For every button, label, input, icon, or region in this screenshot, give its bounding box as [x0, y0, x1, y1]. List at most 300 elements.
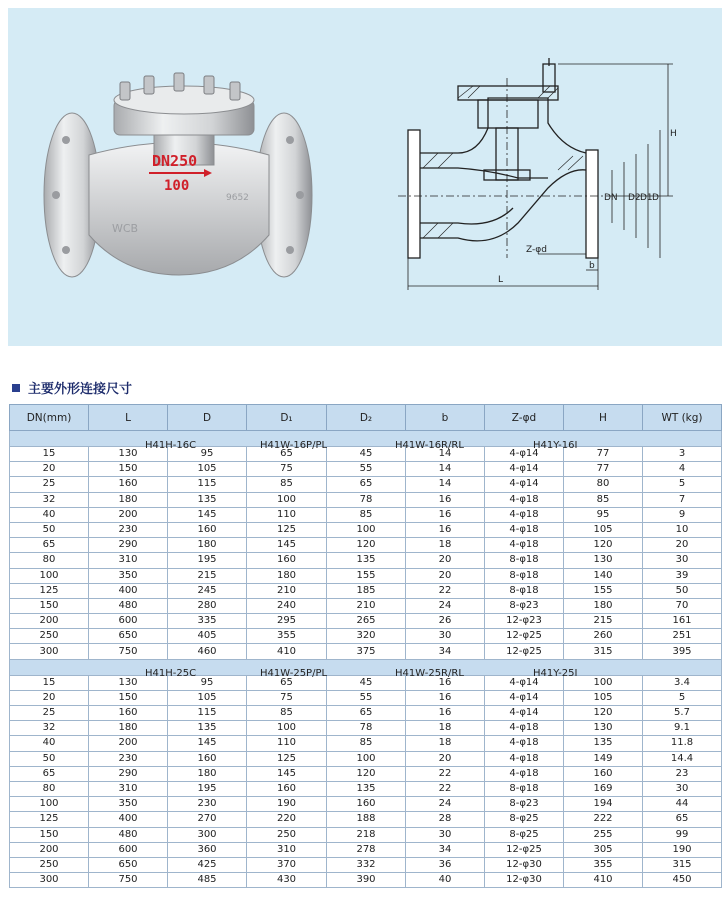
table-cell: 10: [643, 522, 722, 537]
label-holes: Z-φd: [526, 245, 547, 255]
table-cell: 100: [247, 721, 327, 736]
table-cell: 8-φ18: [485, 553, 564, 568]
table-cell: 95: [564, 507, 643, 522]
table-cell: 44: [643, 797, 722, 812]
table-cell: 160: [247, 553, 327, 568]
table-cell: 14: [406, 447, 485, 462]
table-cell: 120: [327, 538, 406, 553]
table-cell: 195: [168, 553, 247, 568]
table-cell: 135: [327, 553, 406, 568]
table-cell: 240: [247, 598, 327, 613]
table-cell: 410: [564, 873, 643, 888]
table-cell: 370: [247, 857, 327, 872]
label-H: H: [670, 129, 677, 139]
table-cell: 4-φ18: [485, 751, 564, 766]
table-cell: 250: [10, 857, 89, 872]
marking-pressure: 100: [164, 178, 190, 194]
table-cell: 30: [643, 553, 722, 568]
table-cell: 160: [168, 522, 247, 537]
table-cell: 50: [10, 522, 89, 537]
table-cell: 410: [247, 644, 327, 659]
table-cell: 16: [406, 706, 485, 721]
table-cell: 24: [406, 797, 485, 812]
table-cell: 300: [10, 873, 89, 888]
col-header: D₁: [247, 405, 327, 431]
table-cell: 65: [327, 477, 406, 492]
table-cell: 310: [89, 781, 168, 796]
table-cell: 30: [406, 827, 485, 842]
table-cell: 450: [643, 873, 722, 888]
table-cell: 100: [247, 492, 327, 507]
table-cell: 70: [643, 598, 722, 613]
valve-section-drawing: [398, 58, 698, 298]
model-group-row: [10, 659, 722, 675]
table-row: [10, 522, 722, 537]
table-cell: 9: [643, 507, 722, 522]
table-cell: 105: [564, 690, 643, 705]
table-cell: 405: [168, 629, 247, 644]
table-row: [10, 873, 722, 888]
table-cell: 160: [247, 781, 327, 796]
table-cell: 65: [327, 706, 406, 721]
table-cell: 150: [89, 462, 168, 477]
table-cell: 120: [564, 706, 643, 721]
table-cell: 3: [643, 447, 722, 462]
table-cell: 55: [327, 690, 406, 705]
table-cell: 75: [247, 462, 327, 477]
table-cell: 390: [327, 873, 406, 888]
table-cell: 115: [168, 477, 247, 492]
table-row: [10, 781, 722, 796]
table-cell: 750: [89, 873, 168, 888]
table-cell: 290: [89, 538, 168, 553]
table-cell: 40: [406, 873, 485, 888]
table-cell: 30: [643, 781, 722, 796]
table-cell: 4-φ18: [485, 721, 564, 736]
table-cell: 4: [643, 462, 722, 477]
table-row: [10, 477, 722, 492]
table-cell: 99: [643, 827, 722, 842]
table-cell: 55: [327, 462, 406, 477]
model-name: H41W-25P/PL: [260, 668, 328, 680]
table-cell: 14: [406, 477, 485, 492]
table-cell: 95: [168, 447, 247, 462]
col-header: D: [168, 405, 247, 431]
table-cell: 77: [564, 447, 643, 462]
table-cell: 150: [10, 827, 89, 842]
label-b: b: [589, 261, 595, 271]
table-cell: 600: [89, 614, 168, 629]
model-name: H41W-16P/PL: [260, 439, 328, 451]
table-cell: 270: [168, 812, 247, 827]
table-cell: 50: [10, 751, 89, 766]
table-cell: 4-φ18: [485, 522, 564, 537]
table-cell: 9.1: [643, 721, 722, 736]
table-cell: 210: [327, 598, 406, 613]
table-cell: 8-φ25: [485, 827, 564, 842]
table-cell: 200: [89, 507, 168, 522]
table-cell: 125: [247, 751, 327, 766]
table-cell: 36: [406, 857, 485, 872]
table-cell: 4-φ14: [485, 675, 564, 690]
table-cell: 215: [564, 614, 643, 629]
table-cell: 650: [89, 629, 168, 644]
model-group-row: [10, 431, 722, 447]
table-cell: 300: [10, 644, 89, 659]
table-cell: 130: [564, 721, 643, 736]
table-cell: 50: [643, 583, 722, 598]
table-cell: 105: [564, 522, 643, 537]
table-cell: 145: [247, 766, 327, 781]
table-cell: 15: [10, 447, 89, 462]
label-DN: DN: [604, 193, 618, 203]
table-cell: 25: [10, 706, 89, 721]
table-cell: 45: [327, 675, 406, 690]
table-cell: 160: [89, 706, 168, 721]
table-cell: 40: [10, 507, 89, 522]
section-title: [12, 378, 132, 397]
table-cell: 12-φ23: [485, 614, 564, 629]
table-cell: 4-φ18: [485, 766, 564, 781]
table-cell: 310: [89, 553, 168, 568]
model-group-cell: [10, 431, 722, 451]
table-row: [10, 675, 722, 690]
table-cell: 45: [327, 447, 406, 462]
table-cell: 400: [89, 812, 168, 827]
table-row: [10, 629, 722, 644]
table-cell: 8-φ18: [485, 583, 564, 598]
table-cell: 39: [643, 568, 722, 583]
table-cell: 16: [406, 492, 485, 507]
table-cell: 12-φ25: [485, 629, 564, 644]
model-name: H41W-25R/RL: [395, 668, 464, 680]
table-cell: 30: [406, 629, 485, 644]
table-cell: 16: [406, 507, 485, 522]
table-cell: 100: [564, 675, 643, 690]
table-cell: 8-φ18: [485, 781, 564, 796]
table-cell: 180: [168, 538, 247, 553]
table-cell: 375: [327, 644, 406, 659]
col-header: Z-φd: [485, 405, 564, 431]
table-cell: 18: [406, 721, 485, 736]
label-D1: D1: [640, 193, 653, 203]
table-cell: 161: [643, 614, 722, 629]
table-cell: 8-φ23: [485, 598, 564, 613]
table-cell: 34: [406, 644, 485, 659]
table-cell: 230: [168, 797, 247, 812]
table-cell: 5: [643, 477, 722, 492]
table-cell: 20: [406, 568, 485, 583]
table-row: [10, 797, 722, 812]
table-cell: 20: [10, 462, 89, 477]
table-cell: 350: [89, 568, 168, 583]
table-cell: 425: [168, 857, 247, 872]
table-cell: 65: [247, 675, 327, 690]
table-row: [10, 614, 722, 629]
table-cell: 150: [10, 598, 89, 613]
label-D2: D2: [628, 193, 641, 203]
table-cell: 260: [564, 629, 643, 644]
table-cell: 28: [406, 812, 485, 827]
table-cell: 200: [10, 842, 89, 857]
table-cell: 34: [406, 842, 485, 857]
table-row: [10, 583, 722, 598]
table-cell: 360: [168, 842, 247, 857]
table-cell: 65: [643, 812, 722, 827]
table-cell: 280: [168, 598, 247, 613]
table-cell: 78: [327, 492, 406, 507]
table-cell: 12-φ30: [485, 857, 564, 872]
table-cell: 310: [247, 842, 327, 857]
label-L: L: [498, 275, 504, 285]
table-cell: 395: [643, 644, 722, 659]
table-cell: 4-φ14: [485, 706, 564, 721]
table-cell: 125: [10, 583, 89, 598]
table-cell: 80: [10, 553, 89, 568]
col-header: b: [406, 405, 485, 431]
table-cell: 22: [406, 781, 485, 796]
table-cell: 4-φ18: [485, 492, 564, 507]
table-cell: 85: [564, 492, 643, 507]
table-cell: 32: [10, 492, 89, 507]
table-cell: 11.8: [643, 736, 722, 751]
table-cell: 95: [168, 675, 247, 690]
table-cell: 335: [168, 614, 247, 629]
table-cell: 85: [247, 706, 327, 721]
table-cell: 135: [168, 492, 247, 507]
table-cell: 24: [406, 598, 485, 613]
table-cell: 120: [327, 766, 406, 781]
table-cell: 105: [168, 690, 247, 705]
table-cell: 4-φ14: [485, 690, 564, 705]
table-cell: 485: [168, 873, 247, 888]
table-cell: 145: [247, 538, 327, 553]
table-row: [10, 598, 722, 613]
table-cell: 265: [327, 614, 406, 629]
table-cell: 14.4: [643, 751, 722, 766]
table-cell: 600: [89, 842, 168, 857]
col-header: DN(mm): [10, 405, 89, 431]
table-cell: 5: [643, 690, 722, 705]
table-cell: 80: [10, 781, 89, 796]
table-cell: 160: [168, 751, 247, 766]
table-cell: 160: [89, 477, 168, 492]
table-cell: 135: [564, 736, 643, 751]
table-cell: 8-φ23: [485, 797, 564, 812]
table-cell: 320: [327, 629, 406, 644]
table-cell: 20: [10, 690, 89, 705]
section-title-text: 主要外形连接尺寸: [28, 382, 133, 397]
table-cell: 180: [89, 492, 168, 507]
table-cell: 750: [89, 644, 168, 659]
table-cell: 160: [327, 797, 406, 812]
table-cell: 200: [10, 614, 89, 629]
table-cell: 8-φ18: [485, 568, 564, 583]
table-row: [10, 553, 722, 568]
table-cell: 300: [168, 827, 247, 842]
model-name: H41W-16R/RL: [395, 439, 464, 451]
table-row: [10, 462, 722, 477]
table-cell: 4-φ18: [485, 538, 564, 553]
table-row: [10, 736, 722, 751]
table-cell: 22: [406, 766, 485, 781]
table-cell: 180: [168, 766, 247, 781]
table-cell: 315: [643, 857, 722, 872]
table-cell: 22: [406, 583, 485, 598]
table-cell: 85: [327, 507, 406, 522]
table-cell: 115: [168, 706, 247, 721]
model-name: H41Y-25I: [533, 668, 578, 680]
table-cell: 14: [406, 462, 485, 477]
table-cell: 80: [564, 477, 643, 492]
table-cell: 20: [406, 553, 485, 568]
table-row: [10, 492, 722, 507]
table-cell: 100: [10, 797, 89, 812]
model-name: H41H-16C: [145, 439, 197, 451]
table-row: [10, 706, 722, 721]
marking-size: DN250: [152, 152, 198, 170]
table-cell: 105: [168, 462, 247, 477]
table-cell: 130: [89, 675, 168, 690]
table-cell: 430: [247, 873, 327, 888]
table-row: [10, 538, 722, 553]
table-cell: 5.7: [643, 706, 722, 721]
table-cell: 4-φ14: [485, 447, 564, 462]
table-cell: 110: [247, 736, 327, 751]
table-cell: 480: [89, 598, 168, 613]
table-cell: 4-φ18: [485, 507, 564, 522]
marking-material: WCB: [112, 222, 139, 235]
col-header: L: [89, 405, 168, 431]
table-cell: 12-φ30: [485, 873, 564, 888]
table-cell: 77: [564, 462, 643, 477]
table-cell: 85: [247, 477, 327, 492]
table-cell: 180: [247, 568, 327, 583]
table-cell: 190: [247, 797, 327, 812]
table-cell: 130: [564, 553, 643, 568]
table-row: [10, 644, 722, 659]
table-cell: 185: [327, 583, 406, 598]
table-cell: 230: [89, 522, 168, 537]
table-cell: 350: [89, 797, 168, 812]
table-cell: 78: [327, 721, 406, 736]
table-cell: 145: [168, 736, 247, 751]
table-row: [10, 690, 722, 705]
table-cell: 20: [406, 751, 485, 766]
table-cell: 150: [89, 690, 168, 705]
table-row: [10, 568, 722, 583]
table-cell: 210: [247, 583, 327, 598]
table-cell: 120: [564, 538, 643, 553]
table-cell: 220: [247, 812, 327, 827]
table-cell: 460: [168, 644, 247, 659]
table-cell: 169: [564, 781, 643, 796]
table-cell: 16: [406, 675, 485, 690]
table-cell: 100: [327, 522, 406, 537]
table-cell: 12-φ25: [485, 842, 564, 857]
table-cell: 155: [564, 583, 643, 598]
table-cell: 26: [406, 614, 485, 629]
table-cell: 222: [564, 812, 643, 827]
table-cell: 160: [564, 766, 643, 781]
table-cell: 180: [89, 721, 168, 736]
dimensions-table: [9, 404, 722, 888]
model-name: H41H-25C: [145, 668, 197, 680]
table-cell: 200: [89, 736, 168, 751]
table-row: [10, 751, 722, 766]
table-cell: 110: [247, 507, 327, 522]
model-group-cell: [10, 659, 722, 680]
bullet-square-icon: [12, 384, 20, 392]
table-cell: 149: [564, 751, 643, 766]
table-cell: 12-φ25: [485, 644, 564, 659]
table-row: [10, 812, 722, 827]
table-row: [10, 842, 722, 857]
table-cell: 4-φ14: [485, 462, 564, 477]
col-header: WT (kg): [643, 405, 722, 431]
table-cell: 332: [327, 857, 406, 872]
table-cell: 85: [327, 736, 406, 751]
table-cell: 400: [89, 583, 168, 598]
table-row: [10, 721, 722, 736]
table-cell: 8-φ25: [485, 812, 564, 827]
table-cell: 23: [643, 766, 722, 781]
table-cell: 290: [89, 766, 168, 781]
table-cell: 215: [168, 568, 247, 583]
table-row: [10, 507, 722, 522]
table-cell: 18: [406, 736, 485, 751]
table-cell: 255: [564, 827, 643, 842]
table-cell: 16: [406, 690, 485, 705]
table-cell: 480: [89, 827, 168, 842]
table-cell: 355: [564, 857, 643, 872]
table-cell: 135: [168, 721, 247, 736]
table-cell: 4-φ18: [485, 736, 564, 751]
table-cell: 145: [168, 507, 247, 522]
table-cell: 65: [10, 766, 89, 781]
table-row: [10, 766, 722, 781]
table-cell: 180: [564, 598, 643, 613]
table-cell: 32: [10, 721, 89, 736]
table-cell: 195: [168, 781, 247, 796]
table-cell: 155: [327, 568, 406, 583]
table-cell: 65: [10, 538, 89, 553]
table-cell: 25: [10, 477, 89, 492]
table-row: [10, 447, 722, 462]
table-header-row: [10, 405, 722, 431]
table-cell: 130: [89, 447, 168, 462]
table-cell: 125: [10, 812, 89, 827]
table-cell: 20: [643, 538, 722, 553]
table-cell: 16: [406, 522, 485, 537]
table-cell: 278: [327, 842, 406, 857]
table-cell: 7: [643, 492, 722, 507]
table-cell: 135: [327, 781, 406, 796]
table-cell: 18: [406, 538, 485, 553]
table-cell: 250: [247, 827, 327, 842]
table-cell: 230: [89, 751, 168, 766]
table-cell: 218: [327, 827, 406, 842]
table-cell: 245: [168, 583, 247, 598]
label-D: D: [652, 193, 659, 203]
col-header: H: [564, 405, 643, 431]
table-cell: 355: [247, 629, 327, 644]
table-row: [10, 827, 722, 842]
model-name: H41Y-16I: [533, 439, 578, 451]
table-cell: 4-φ14: [485, 477, 564, 492]
table-cell: 251: [643, 629, 722, 644]
table-cell: 188: [327, 812, 406, 827]
